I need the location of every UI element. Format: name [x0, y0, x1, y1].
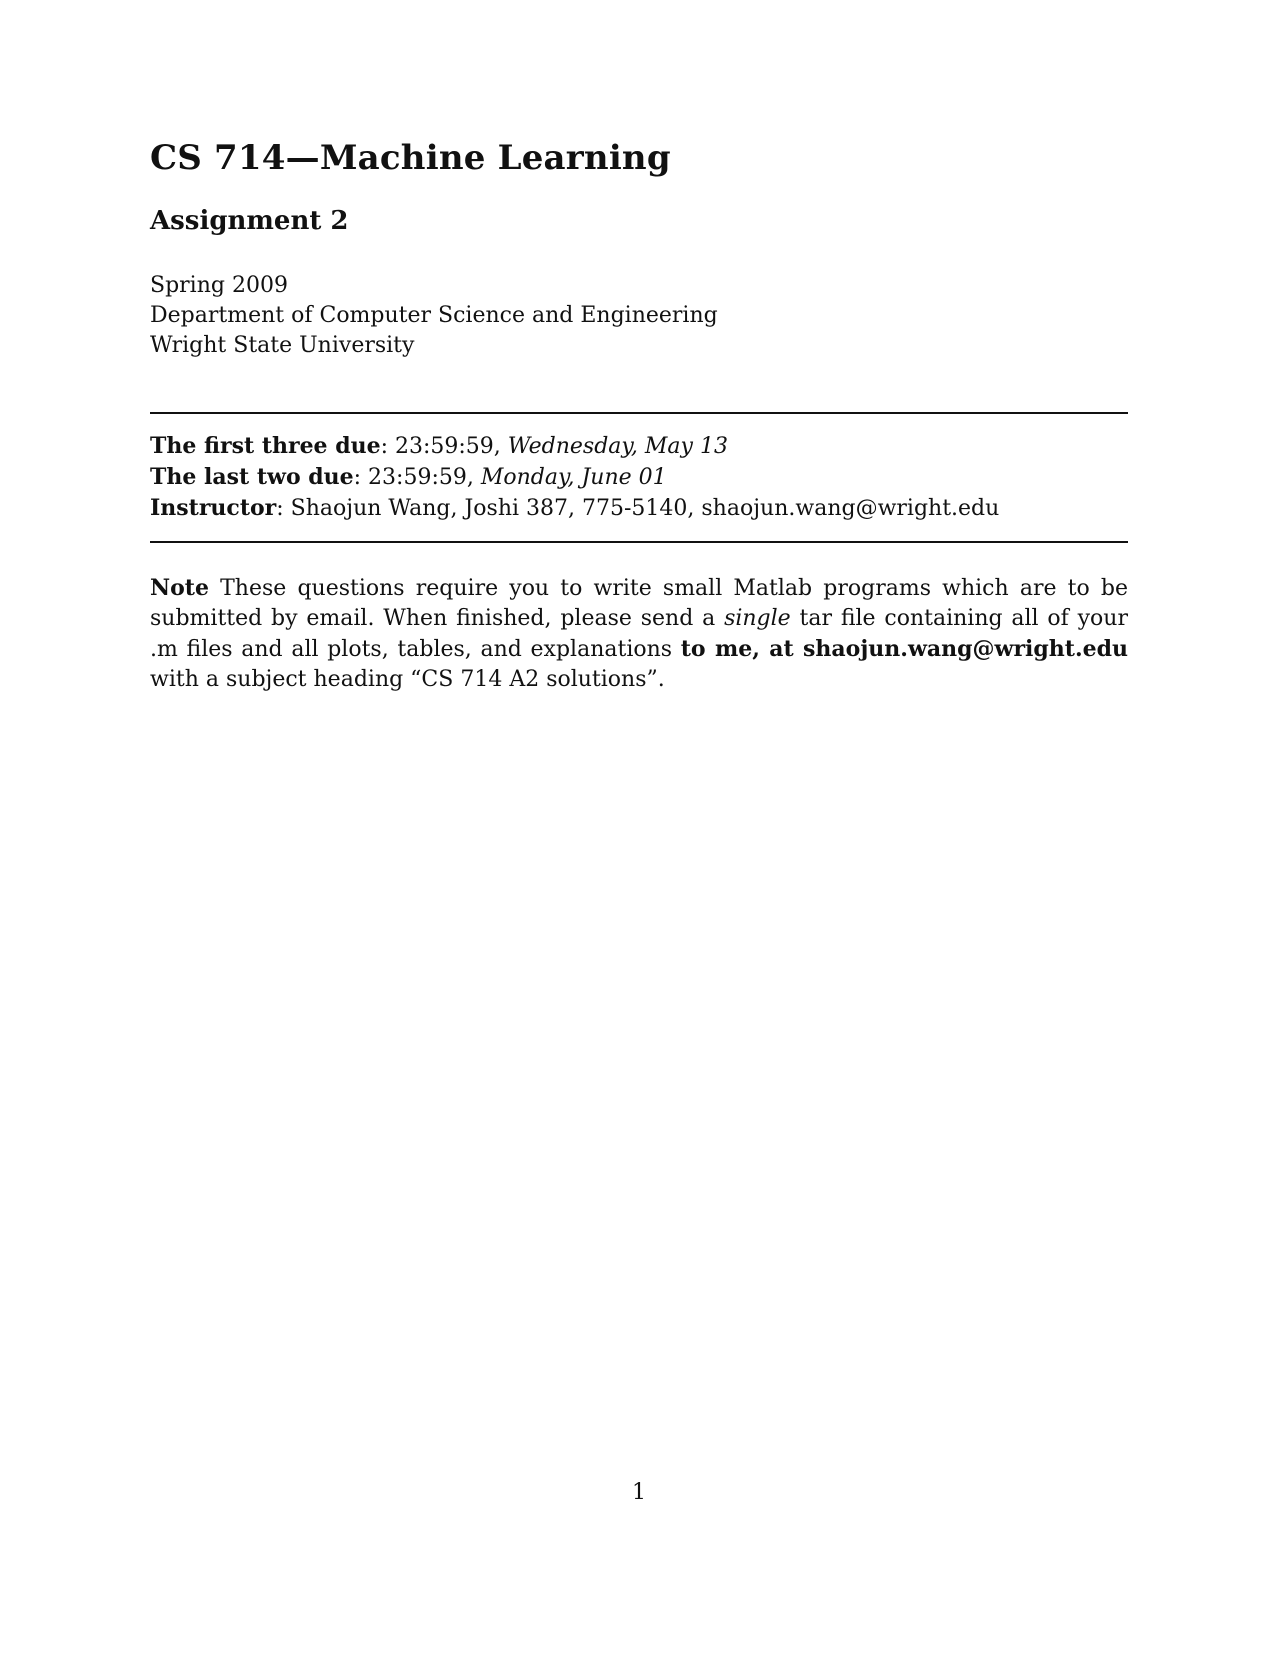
note-text-3: with a subject heading “CS 714 A2 solutions”.: [150, 667, 665, 692]
note-emphasis: single: [724, 606, 791, 631]
university: Wright State University: [150, 333, 415, 358]
document-title: CS 714—Machine Learning: [150, 138, 671, 178]
department: Department of Computer Science and Engineering: [150, 303, 718, 328]
first-due-date: Wednesday, May 13: [507, 434, 728, 459]
top-divider: [150, 412, 1128, 414]
term: Spring 2009: [150, 273, 288, 298]
last-due-time: : 23:59:59,: [353, 465, 481, 490]
note-text-1: These questions require you to write small Matlab programs which are to be submitted by email. When finished, please send a: [150, 576, 1128, 631]
note-email-strong: to me, at shaojun.wang@wright.edu: [680, 636, 1128, 662]
last-due-line: [150, 462, 999, 493]
last-due-date: Monday, June 01: [480, 465, 667, 490]
bottom-divider: [150, 541, 1128, 543]
course-info: [150, 271, 718, 361]
document-page: [150, 0, 1128, 1656]
submission-note: [150, 573, 1128, 695]
due-dates-block: [150, 431, 999, 524]
first-due-time: : 23:59:59,: [380, 434, 508, 459]
page-number: 1: [632, 1480, 646, 1505]
assignment-heading: Assignment 2: [150, 206, 349, 236]
first-due-label: The first three due: [150, 433, 381, 459]
instructor-details: : Shaojun Wang, Joshi 387, 775-5140, shaojun.wang@wright.edu: [276, 496, 1000, 521]
first-due-line: [150, 431, 999, 462]
instructor-label: Instructor: [150, 495, 277, 521]
note-label: Note: [150, 575, 209, 601]
instructor-line: [150, 493, 999, 524]
last-due-label: The last two due: [150, 464, 354, 490]
note-text-2: tar file containing all of your .m files and all plots, tables, and explanations: [150, 606, 1128, 662]
